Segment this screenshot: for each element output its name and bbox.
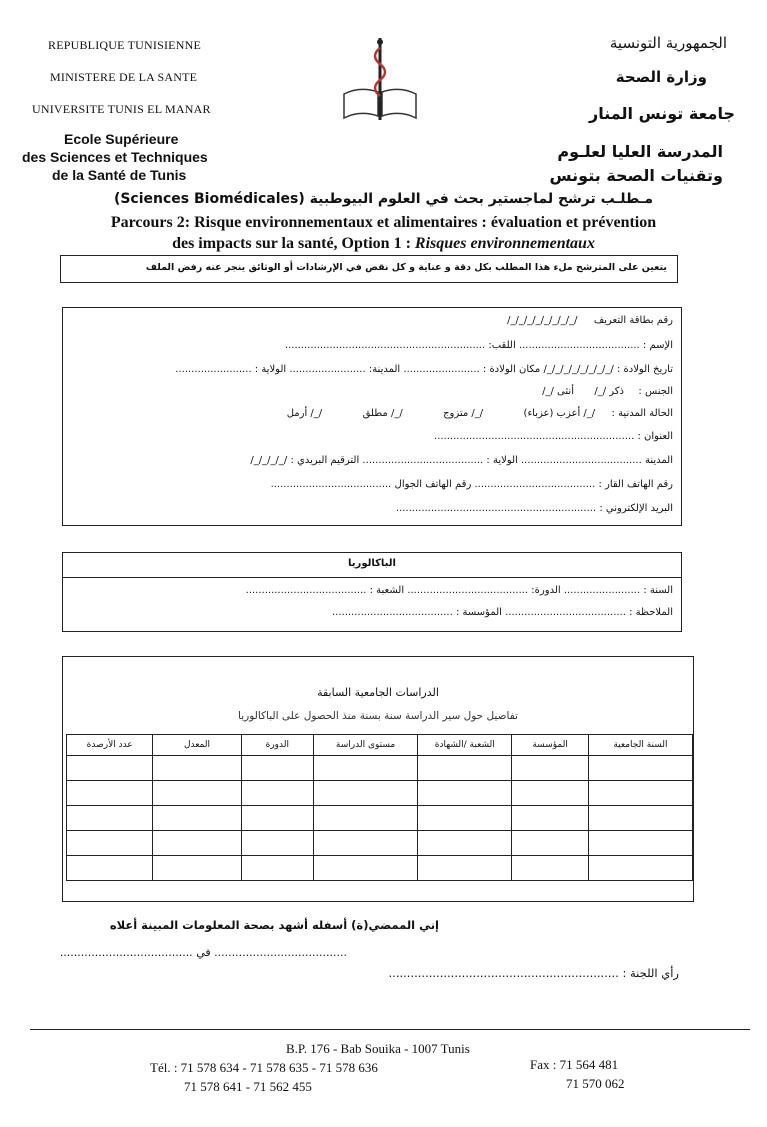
col-institution: المؤسسة xyxy=(512,735,589,756)
city2-field[interactable]: ...................................... xyxy=(520,455,642,466)
table-cell[interactable] xyxy=(512,856,589,881)
single-option[interactable]: /_/ أعزب (عزباء) xyxy=(523,408,596,419)
table-cell[interactable] xyxy=(241,856,313,881)
cin-slots[interactable]: /_/_/_/_/_/_/_/_/ xyxy=(507,315,578,326)
row-address xyxy=(434,431,673,442)
table-row xyxy=(67,806,693,831)
footer-fax-line2: 71 570 062 xyxy=(566,1076,625,1091)
parcours-line2-prefix: des impacts sur la santé, Option 1 : xyxy=(172,235,415,252)
table-cell[interactable] xyxy=(512,806,589,831)
table-row xyxy=(67,781,693,806)
col-average: المعدل xyxy=(153,735,241,756)
row-city-postal xyxy=(250,455,673,466)
mobile-label: رقم الهاتف الجوال xyxy=(394,479,472,490)
parcours-option: Risques environnementaux xyxy=(414,235,595,252)
table-cell[interactable] xyxy=(153,806,241,831)
table-cell[interactable] xyxy=(314,756,418,781)
table-cell[interactable] xyxy=(67,781,153,806)
birth-place-field[interactable]: ........................ xyxy=(403,364,480,375)
address-field[interactable]: ............................................................... xyxy=(434,431,635,442)
sex-label: الجنس : xyxy=(638,386,673,397)
declaration-text: إني الممضي(ة) أسفله أشهد بصحة المعلومات المبينة أعلاه xyxy=(109,918,439,932)
table-cell[interactable] xyxy=(314,781,418,806)
studies-header-row xyxy=(67,735,693,756)
declaration-place-field[interactable]: ...................................... xyxy=(59,946,193,959)
studies-subtitle: تفاصيل حول سير الدراسة سنة بسنة منذ الحصول على الباكالوريا xyxy=(238,710,518,722)
row-declaration-place-date xyxy=(60,946,347,959)
col-academic-year: السنة الجامعية xyxy=(588,735,692,756)
footer-tel-line1: Tél. : 71 578 634 - 71 578 635 - 71 578 636 xyxy=(150,1060,378,1075)
notice-box xyxy=(60,255,678,283)
surname-field[interactable]: ............................................................... xyxy=(284,340,486,351)
postal-label: الترقيم البريدي : xyxy=(290,455,360,466)
table-row xyxy=(67,856,693,881)
bac-section-field[interactable]: ...................................... xyxy=(245,585,367,596)
table-row xyxy=(67,756,693,781)
header-ecole-line2: des Sciences et Techniques xyxy=(22,149,208,165)
surname-label: اللقب: xyxy=(488,340,516,351)
studies-title: الدراسات الجامعية السابقة xyxy=(317,686,439,699)
name-label: الإسم : xyxy=(642,340,673,351)
bac-title-divider xyxy=(63,577,681,578)
row-committee xyxy=(389,966,679,980)
table-cell[interactable] xyxy=(418,781,512,806)
notice-text: يتعين على المترشح ملء هذا المطلب بكل دقة و عناية و كل نقص في الإرشادات أو الوثائق ينجر عنه رفض الملف xyxy=(145,262,667,273)
header-ministere-fr: MINISTERE DE LA SANTE xyxy=(50,70,198,84)
footer-fax-line1: Fax : 71 564 481 xyxy=(530,1057,619,1072)
bac-year-field[interactable]: ........................ xyxy=(563,585,641,596)
table-cell[interactable] xyxy=(314,831,418,856)
row-birth xyxy=(175,364,673,375)
declaration-date-field[interactable]: ...................................... xyxy=(214,946,347,959)
governorate2-label: الولاية : xyxy=(486,455,518,466)
city2-label: المدينة xyxy=(644,455,673,466)
committee-label: رأي اللجنة : xyxy=(622,966,679,980)
name-field[interactable]: ...................................... xyxy=(518,340,640,351)
footer-address: B.P. 176 - Bab Souika - 1007 Tunis xyxy=(286,1041,470,1056)
cin-label: رقم بطاقة التعريف xyxy=(593,315,673,326)
form-title-arabic: مـطلـب ترشح لماجستير بحث في العلوم البيوطبية (Sciences Biomédicales) xyxy=(113,191,654,207)
row-sex xyxy=(542,386,673,397)
row-cin xyxy=(507,315,673,326)
declaration-in-label: في xyxy=(196,946,211,959)
birth-date-label: تاريخ الولادة : xyxy=(616,364,673,375)
phone-field[interactable]: ...................................... xyxy=(474,479,596,490)
table-cell[interactable] xyxy=(512,756,589,781)
header-universite-fr: UNIVERSITE TUNIS EL MANAR xyxy=(32,102,211,116)
table-row xyxy=(67,831,693,856)
header-ecole-ar-line2: وتقنيات الصحة بتونس xyxy=(549,166,723,185)
civil-status-label: الحالة المدنية : xyxy=(611,408,673,419)
governorate-label: الولاية : xyxy=(254,364,287,375)
female-option[interactable]: أنثى /_/ xyxy=(542,386,574,397)
university-logo-icon xyxy=(340,34,420,126)
row-phone xyxy=(271,479,673,490)
widowed-option[interactable]: /_/ أرمل xyxy=(286,408,323,419)
table-cell[interactable] xyxy=(153,781,241,806)
birth-place-label: مكان الولادة : xyxy=(482,364,541,375)
address-label: العنوان : xyxy=(637,431,673,442)
col-credits: عدد الأرصدة xyxy=(67,735,153,756)
email-field[interactable]: ............................................................... xyxy=(395,503,597,514)
table-cell[interactable] xyxy=(241,756,313,781)
married-option[interactable]: /_/ متزوج xyxy=(443,408,484,419)
table-cell[interactable] xyxy=(241,806,313,831)
governorate2-field[interactable]: ...................................... xyxy=(362,455,484,466)
email-label: البريد الإلكتروني : xyxy=(599,503,673,514)
row-bac-year xyxy=(246,585,673,596)
table-cell[interactable] xyxy=(241,831,313,856)
divorced-option[interactable]: /_/ مطلق xyxy=(362,408,403,419)
header-ecole-ar-line1: المدرسة العليا لعلـوم xyxy=(557,142,723,161)
col-section-diploma: الشعبة /الشهادة xyxy=(418,735,512,756)
bac-section-label: الشعبة : xyxy=(369,585,405,596)
mobile-field[interactable]: ...................................... xyxy=(270,479,392,490)
table-cell[interactable] xyxy=(588,756,692,781)
col-study-level: مستوى الدراسة xyxy=(314,735,418,756)
table-cell[interactable] xyxy=(588,806,692,831)
col-session: الدورة xyxy=(241,735,313,756)
parcours-line1: Parcours 2: Risque environnementaux et alimentaires : évaluation et prévention xyxy=(110,214,657,231)
bac-year-label: السنة : xyxy=(643,585,673,596)
city-label: المدينة: xyxy=(368,364,401,375)
header-ministere-ar: وزارة الصحة xyxy=(615,68,707,86)
table-cell[interactable] xyxy=(67,856,153,881)
footer-tel-line2: 71 578 641 - 71 562 455 xyxy=(184,1079,312,1094)
table-cell[interactable] xyxy=(588,781,692,806)
postal-slots[interactable]: /_/_/_/_/ xyxy=(250,455,288,466)
bac-mention-label: الملاحظة : xyxy=(629,607,673,618)
table-cell[interactable] xyxy=(512,831,589,856)
city-field[interactable]: ........................ xyxy=(289,364,366,375)
row-bac-mention xyxy=(332,607,673,618)
header-republique-fr: REPUBLIQUE TUNISIENNE xyxy=(48,38,201,52)
header-republique-ar: الجمهورية التونسية xyxy=(609,34,727,52)
table-cell[interactable] xyxy=(512,781,589,806)
table-cell[interactable] xyxy=(153,756,241,781)
table-cell[interactable] xyxy=(314,806,418,831)
header-ecole-line1: Ecole Supérieure xyxy=(64,131,179,147)
table-cell[interactable] xyxy=(314,856,418,881)
header-universite-ar: جامعة تونس المنار xyxy=(589,104,735,123)
governorate-field[interactable]: ........................ xyxy=(175,364,252,375)
table-cell[interactable] xyxy=(153,856,241,881)
row-email xyxy=(396,503,673,514)
table-cell[interactable] xyxy=(588,831,692,856)
committee-field[interactable]: ............................................................... xyxy=(388,966,619,980)
bac-session-label: الدورة: xyxy=(531,585,561,596)
table-cell[interactable] xyxy=(67,806,153,831)
bac-session-field[interactable]: ...................................... xyxy=(407,585,529,596)
table-cell[interactable] xyxy=(418,856,512,881)
table-cell[interactable] xyxy=(588,856,692,881)
parcours-line2 xyxy=(0,235,767,253)
row-name xyxy=(285,340,673,351)
table-cell[interactable] xyxy=(418,756,512,781)
table-cell[interactable] xyxy=(418,831,512,856)
row-civil-status xyxy=(287,408,673,419)
table-cell[interactable] xyxy=(153,831,241,856)
studies-table xyxy=(66,734,693,881)
footer-divider xyxy=(30,1029,750,1030)
male-option[interactable]: ذكر /_/ xyxy=(594,386,625,397)
bac-institution-label: المؤسسة : xyxy=(455,607,502,618)
bac-mention-field[interactable]: ...................................... xyxy=(505,607,626,618)
phone-label: رقم الهاتف القار : xyxy=(598,479,673,490)
table-cell[interactable] xyxy=(241,781,313,806)
birth-date-slots[interactable]: /_/_/_/_/_/_/_/_/ xyxy=(543,364,614,375)
bac-institution-field[interactable]: ...................................... xyxy=(331,607,453,618)
bac-title: الباكالوريا xyxy=(348,558,396,569)
table-cell[interactable] xyxy=(67,756,153,781)
table-cell[interactable] xyxy=(67,831,153,856)
table-cell[interactable] xyxy=(418,806,512,831)
header-ecole-line3: de la Santé de Tunis xyxy=(52,167,187,183)
